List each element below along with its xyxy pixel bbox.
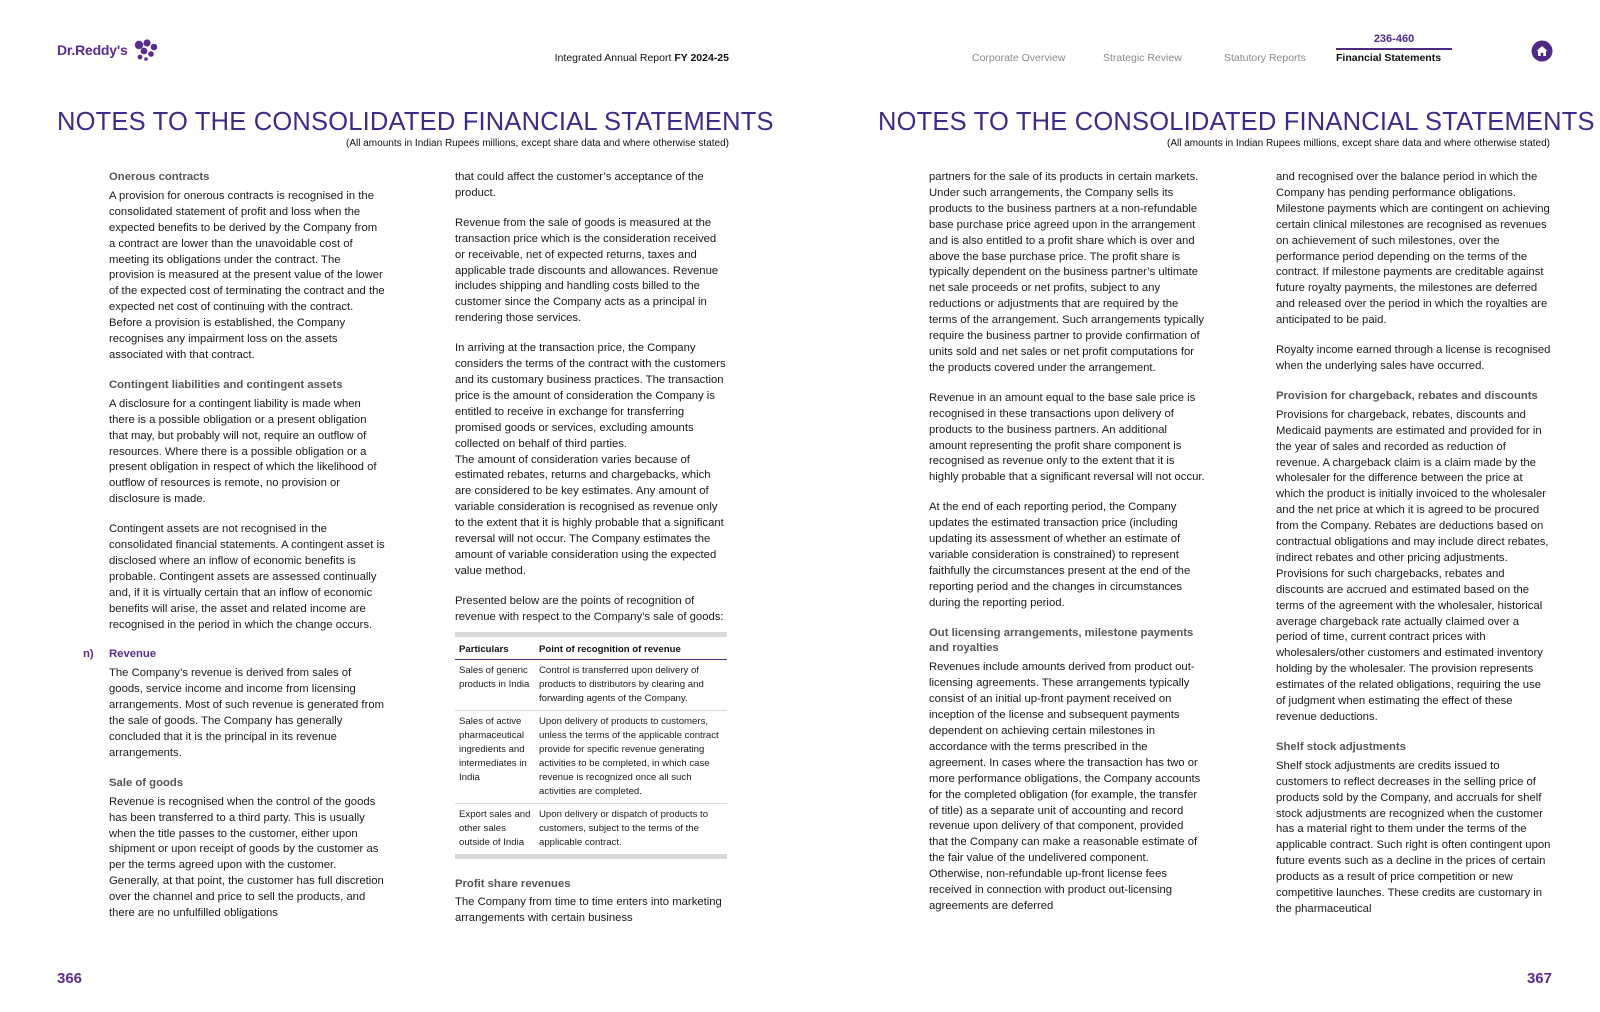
paragraph: Revenue in an amount equal to the base sale price is recognised in these transactions upon delivery of products to the business partners. An additional amount representing the profit share component is recognised as revenue only to the extent that it is highly probable that a significant reversal will not occur. [929, 391, 1205, 484]
paragraph: The Company from time to time enters into marketing arrangements with certain business [455, 896, 722, 925]
dr-reddys-logo[interactable] [57, 38, 161, 62]
revenue-recognition-table [455, 632, 727, 859]
paragraph: The amount of consideration varies because of estimated rebates, returns and chargebacks, which are considered to be key estimates. Any amount of variable consideration is recognised as revenue only to the extent that it is highly probable that a significant reversal will not occur. The Company estimates the amount of variable consideration using the expected value method. [455, 453, 724, 577]
heading-sale-of-goods: Sale of goods [109, 776, 184, 789]
paragraph: partners for the sale of its products in certain markets. Under such arrangements, the Company sells its products to the business partners at a non-refundable base purchase price agreed upon in the arrangement and is also entitled to a profit share which is over and above the base purchase price. The profit share is typically dependent on the business partner’s ultimate net sale proceeds or net profits, subject to any reductions or adjustments that are required by the terms of the arrangement. Such arrangements typically require the business partner to provide confirmation of units sold and net sales or net profit computations for the products covered under the arrangement. [929, 171, 1205, 374]
paragraph: A provision for onerous contracts is recognised in the consolidated statement of profit and loss when the expected benefits to be derived by the Company from a contract are lower than the unavoidable cost of meeting its obligations under the contract. The provision is measured at the present value of the lower of the expected cost of terminating the contract and the expected net cost of continuing with the contract. Before a provision is established, the Company recognises any impairment loss on the assets associated with that contract. [109, 189, 385, 361]
paragraph: In arriving at the transaction price, the Company considers the terms of the contract with the customers and its customary business practices. The transaction price is the amount of consideration the Company is entitled to receive in exchange for transferring promised goods or services, excluding amounts collected on behalf of third parties. [455, 342, 726, 450]
table-header: Point of recognition of revenue [535, 634, 727, 659]
paragraph: Revenue from the sale of goods is measured at the transaction price which is the consideration received or receivable, net of expected returns, taxes and applicable trade discounts and allowances. Revenue includes shipping and handling costs billed to the customer since the Company acts as a principal in rendering those services. [455, 216, 719, 325]
report-title-prefix: Integrated Annual Report [554, 52, 675, 64]
active-nav-underline [1336, 48, 1452, 50]
heading-profit-share: Profit share revenues [455, 877, 571, 890]
right-column-2 [1276, 170, 1552, 932]
paragraph: Revenues include amounts derived from product out-licensing agreements. These arrangements typically consist of an initial up-front payment received on inception of the license and subsequent payments dependent on achieving certain milestones in accordance with the terms prescribed in the agreement. In cases where the transaction has two or more performance obligations, the Company accounts for the completed obligation (for example, the transfer of title) as a separate unit of accounting and record revenue upon delivery of that component, provided that the Company can make a reasonable estimate of the fair value of the undelivered component. Otherwise, non-refundable up-front license fees received in connection with product out-licensing agreements are deferred [929, 661, 1201, 912]
paragraph: The Company’s revenue is derived from sales of goods, service income and income from licensing arrangements. Most of such revenue is generated from the sale of goods. The Company has generally concluded that it is the principal in its revenue arrangements. [109, 667, 385, 759]
report-year: FY 2024-25 [674, 52, 729, 64]
right-page-title: NOTES TO THE CONSOLIDATED FINANCIAL STATEMENTS [878, 108, 1595, 136]
left-page-subtitle: (All amounts in Indian Rupees millions, except share data and where otherwise stated) [346, 138, 729, 149]
paragraph: Presented below are the points of recognition of revenue with respect to the Company’s sale of goods: [455, 594, 724, 623]
paragraph: Royalty income earned through a license is recognised when the underlying sales have occurred. [1276, 344, 1551, 372]
right-column-1 [929, 170, 1205, 929]
table-row [455, 803, 727, 856]
nav-statutory-reports[interactable]: Statutory Reports [1224, 52, 1306, 64]
report-title [400, 52, 729, 64]
table-cell: Upon delivery of products to customers, unless the terms of the applicable contract provide for specific revenue generating activities to be completed, in which case revenue is recognized once all such activities are completed. [535, 710, 727, 803]
table-cell: Export sales and other sales outside of India [459, 808, 531, 848]
left-page-title: NOTES TO THE CONSOLIDATED FINANCIAL STATEMENTS [57, 108, 774, 136]
paragraph: At the end of each reporting period, the Company updates the estimated transaction price (including updating its assessment of whether an estimate of variable consideration is constrained) to represent faithfully the circumstances present at the end of the reporting period and the changes in circumstances during the reporting period. [929, 501, 1191, 609]
paragraph: that could affect the customer’s acceptance of the product. [455, 171, 704, 199]
table-row [455, 659, 727, 710]
heading-contingent: Contingent liabilities and contingent assets [109, 378, 343, 391]
heading-shelf-stock: Shelf stock adjustments [1276, 740, 1406, 753]
nav-financial-statements[interactable]: Financial Statements [1336, 52, 1442, 64]
paragraph: A disclosure for a contingent liability is made when there is a possible obligation or a present obligation that may, but probably will not, require an outflow of resources. Where there is a possible obligation or a present obligation in respect of which the likelihood of outflow of resources is remote, no provision or disclosure is made. [109, 397, 377, 506]
nav-strategic-review[interactable]: Strategic Review [1103, 52, 1182, 64]
paragraph: Contingent assets are not recognised in the consolidated financial statements. A contingent asset is disclosed where an inflow of economic benefits is probable. Contingent assets are assessed continually and, if it is virtually certain that an inflow of economic benefits will arise, the asset and related income are recognised in the period in which the change occurs. [109, 523, 385, 631]
paragraph: and recognised over the balance period in which the Company has pending performance obligations. Milestone payments which are contingent on achieving certain clinical milestones are recognised as revenues on achievement of such milestones, over the performance period depending on the terms of the contract. If milestone payments are creditable against future royalty payments, the milestones are deferred and released over the period in which the royalties are anticipated to be paid. [1276, 171, 1550, 327]
home-icon[interactable] [1531, 40, 1553, 62]
table-header-row [455, 634, 727, 659]
paragraph: Provisions for chargeback, rebates, discounts and Medicaid payments are estimated and provided for in the year of sales and recorded as reduction of revenue. A chargeback claim is a claim made by the wholesaler for the difference between the price at which the product is initially invoiced to the wholesaler and the net price at which it is agreed to be procured from the Company. Rebates are deductions based on contractual obligations and may include direct rebates, indirect rebates and other pricing adjustments. Provisions for such chargebacks, rebates and discounts are accrued and estimated based on the terms of the agreement with the wholesaler, historical average chargeback rate actually claimed over a period of time, current contract prices with wholesalers/other customers and estimated inventory holding by the wholesaler. The provision represents estimates of the related obligations, requiring the use of judgment when estimating the effect of these revenue deductions. [1276, 408, 1549, 723]
heading-out-licensing: Out licensing arrangements, milestone payments and royalties [929, 626, 1194, 655]
nav-corporate-overview[interactable]: Corporate Overview [972, 52, 1066, 64]
table-cell: Sales of generic products in India [455, 659, 535, 710]
left-column-2 [455, 170, 729, 941]
right-page-number: 367 [1526, 970, 1552, 987]
left-column-1 [83, 170, 385, 936]
logo-mark-icon [131, 38, 161, 62]
heading-provision-chargeback: Provision for chargeback, rebates and discounts [1276, 389, 1538, 402]
logo-text: Dr.Reddy's [57, 42, 128, 58]
table-row [455, 710, 727, 803]
paragraph: Revenue is recognised when the control of the goods has been transferred to a third party. This is usually when the title passes to the customer, either upon shipment or upon receipt of goods by the customer as per the terms agreed upon with the customer. Generally, at that point, the customer has full discretion over the channel and price to sell the products, and there are no unfulfilled obligations [109, 795, 384, 920]
left-page-number: 366 [57, 970, 83, 987]
table-header: Particulars [455, 634, 535, 659]
heading-onerous-contracts: Onerous contracts [109, 171, 210, 183]
paragraph: Shelf stock adjustments are credits issued to customers to reflect decreases in the selling price of products sold by the Company, and accruals for shelf stock adjustments are recognized when the customer has a material right to them under the terms of the applicable contract. Such right is often contingent upon future events such as a decline in the prices of certain products as a result of price competition or new competitive launches. These credits are customary in the pharmaceutical [1276, 759, 1551, 915]
heading-revenue-label: Revenue [109, 648, 157, 661]
right-page-subtitle: (All amounts in Indian Rupees millions, except share data and where otherwise stated) [1167, 138, 1550, 149]
table-cell: Upon delivery or dispatch of products to customers, subject to the terms of the applicable contract. [539, 808, 709, 848]
table-cell: Control is transferred upon delivery of products to distributors by clearing and forwarding agents of the Company. [535, 659, 727, 710]
heading-revenue [83, 647, 385, 663]
active-page-range: 236-460 [1373, 33, 1415, 45]
section-marker: n) [83, 648, 94, 661]
table-cell: Sales of active pharmaceutical ingredients and intermediates in India [455, 710, 535, 803]
